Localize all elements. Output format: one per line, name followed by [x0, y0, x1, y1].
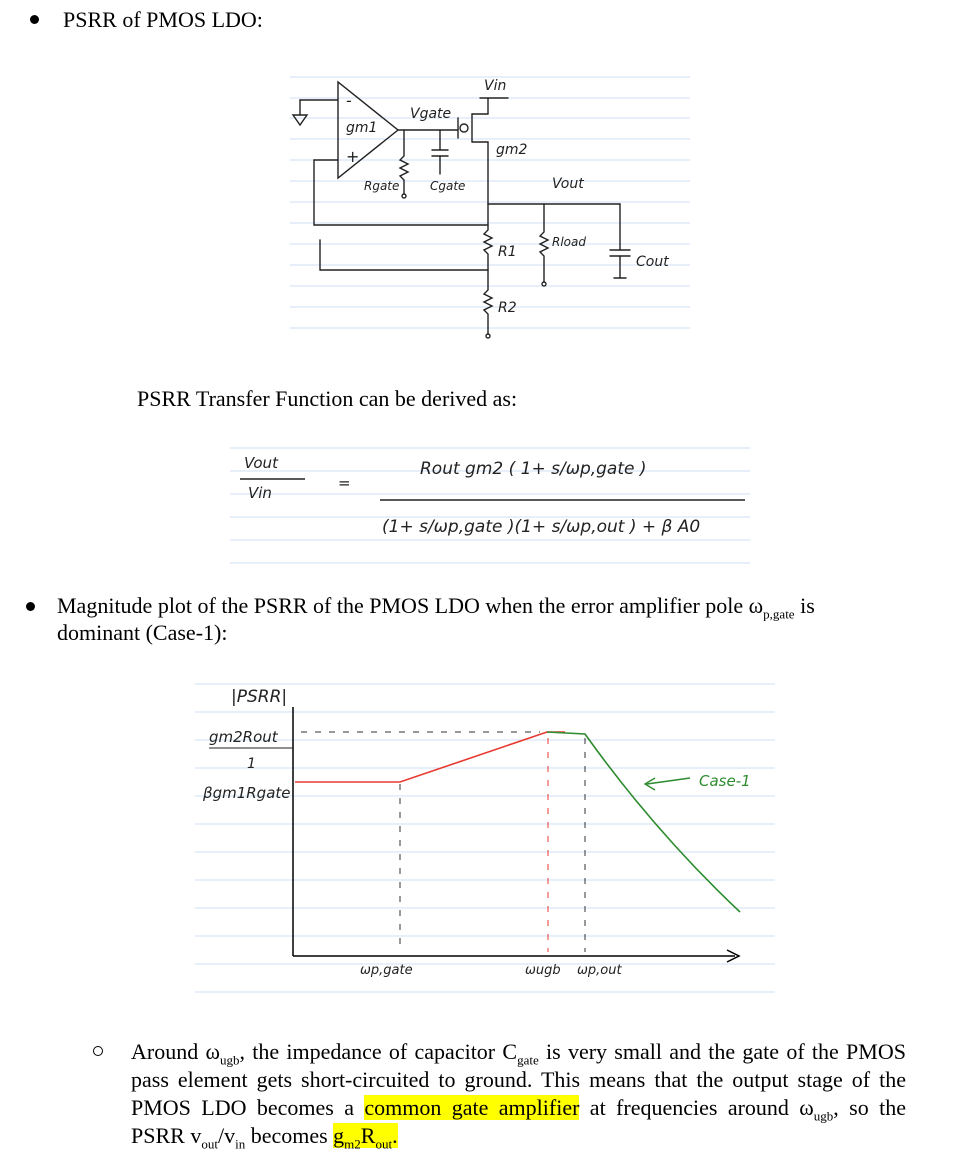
label-vout: Vout: [552, 176, 584, 192]
highlight-gm2rout: [333, 1123, 398, 1152]
psrr-curve-green: [547, 732, 740, 912]
magnitude-line2: dominant (Case-1):: [57, 620, 228, 645]
bullet-dot: [30, 15, 39, 24]
note-text: /v: [217, 1123, 236, 1148]
plot-y-top: gm2Rout: [209, 728, 278, 746]
note-sub: in: [235, 1136, 246, 1152]
magnitude-text: Magnitude plot of the PSRR of the PMOS LDO when the error amplifier pole ω: [57, 593, 764, 618]
note-text: , so the PSRR v: [131, 1095, 906, 1148]
magnitude-bullet: [57, 592, 927, 646]
note-sub: ugb: [219, 1052, 240, 1068]
highlight-common-gate: common gate amplifier: [364, 1095, 580, 1120]
magnitude-tail: is: [794, 593, 815, 618]
sub-bullet-ring: [93, 1046, 103, 1056]
hl-text: .: [392, 1123, 398, 1148]
transfer-intro: PSRR Transfer Function can be derived as:: [137, 386, 518, 411]
label-r2: R2: [498, 300, 517, 316]
hl-sub: m2: [344, 1136, 361, 1152]
eq-lhs-den: Vin: [248, 484, 272, 502]
label-cout: Cout: [636, 254, 669, 270]
plot-xtick-ugb: ωugb: [525, 963, 561, 978]
note-sub: ugb: [813, 1108, 834, 1124]
note-paragraph: [131, 1038, 906, 1150]
transfer-equation: [230, 440, 750, 570]
label-cgate: Cgate: [430, 179, 466, 193]
eq-rhs-den: (1+ s/ωp,gate )(1+ s/ωp,out ) + β A0: [382, 517, 701, 537]
eq-equals: =: [338, 474, 351, 492]
label-rload: Rload: [552, 235, 586, 249]
circuit-diagram: [280, 70, 700, 350]
label-gm1: gm1: [346, 120, 378, 136]
plot-xtick-pgate: ωp,gate: [360, 963, 413, 978]
eq-lhs-num: Vout: [244, 454, 278, 472]
hl-sub: out: [375, 1136, 393, 1152]
label-gm2: gm2: [496, 142, 528, 158]
label-r1: R1: [498, 244, 517, 260]
heading: [63, 6, 263, 33]
label-vin: Vin: [484, 78, 507, 94]
note-text: at frequencies around ω: [579, 1095, 814, 1120]
bullet-dot: [26, 602, 35, 611]
psrr-plot: [195, 672, 775, 1002]
note-text: is very small and the gate of the PMOS pass element gets short-circuited to ground. This means that the output stage of the PMOS LDO becomes a: [131, 1039, 906, 1120]
note-sub: out: [201, 1136, 218, 1152]
plot-case-label: Case-1: [699, 772, 751, 790]
note-text: becomes: [245, 1123, 334, 1148]
plot-y-low: βgm1Rgate: [203, 784, 291, 802]
hl-text: R: [360, 1123, 376, 1148]
hl-text: g: [333, 1123, 345, 1148]
note-text: , the impedance of capacitor C: [239, 1039, 518, 1064]
eq-rhs-num: Rout gm2 ( 1+ s/ωp,gate ): [420, 459, 647, 479]
note-text: Around ω: [131, 1039, 220, 1064]
label-plus: +: [346, 147, 360, 166]
plot-y-one: 1: [247, 756, 256, 772]
plot-xtick-pout: ωp,out: [577, 963, 622, 978]
magnitude-sub: p,gate: [763, 606, 795, 622]
plot-ylabel: |PSRR|: [231, 687, 288, 707]
heading-text: PSRR of PMOS LDO:: [63, 7, 263, 32]
note-sub: gate: [517, 1052, 539, 1068]
label-rgate: Rgate: [364, 179, 400, 193]
label-vgate: Vgate: [410, 106, 452, 122]
label-minus: -: [346, 91, 352, 110]
